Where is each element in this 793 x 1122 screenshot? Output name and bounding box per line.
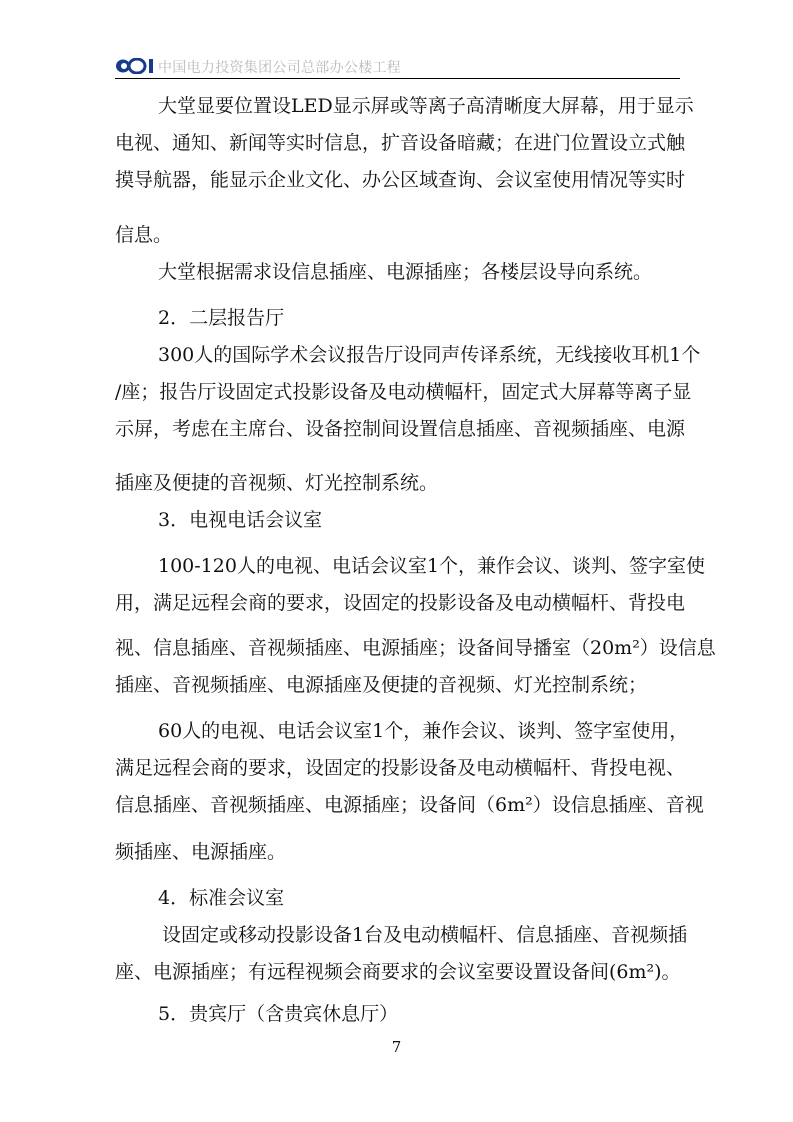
paragraph-line: 300人的国际学术会议报告厅设同声传译系统，无线接收耳机1个 [158, 344, 701, 366]
page-number: 7 [391, 1038, 402, 1056]
paragraph-line: 频插座、电源插座。 [115, 841, 287, 863]
paragraph-line: 大堂根据需求设信息插座、电源插座；各楼层设导向系统。 [158, 261, 653, 283]
paragraph-line: 信息插座、音视频插座、电源插座；设备间（6m²）设信息插座、音视 [115, 794, 704, 816]
paragraph-line: 用，满足远程会商的要求，设固定的投影设备及电动横幅杆、背投电 [115, 592, 686, 614]
header-divider [115, 78, 680, 79]
paragraph-line: 60人的电视、电话会议室1个，兼作会议、谈判、签字室使用， [158, 720, 689, 742]
paragraph-line: 座、电源插座；有远程视频会商要求的会议室要设置设备间(6m²)。 [115, 961, 681, 983]
section-heading: 3．电视电话会议室 [158, 509, 323, 531]
paragraph-line: 摸导航器，能显示企业文化、办公区域查询、会议室使用情况等实时 [115, 169, 686, 191]
paragraph-line: 100-120人的电视、电话会议室1个，兼作会议、谈判、签字室使 [158, 555, 706, 577]
section-heading: 2．二层报告厅 [158, 307, 285, 329]
paragraph-line: /座；报告厅设固定式投影设备及电动横幅杆，固定式大屏幕等离子显 [115, 381, 692, 403]
paragraph-line: 电视、通知、新闻等实时信息，扩音设备暗藏；在进门位置设立式触 [115, 132, 686, 154]
paragraph-line: 示屏，考虑在主席台、设备控制间设置信息插座、音视频插座、电源 [115, 418, 686, 440]
paragraph-line: 视、信息插座、音视频插座、电源插座；设备间导播室（20m²）设信息 [115, 637, 716, 659]
header-title: 中国电力投资集团公司总部办公楼工程 [158, 60, 402, 76]
section-heading: 5．贵宾厅（含贵宾休息厅） [158, 1003, 399, 1025]
paragraph-line: 满足远程会商的要求，设固定的投影设备及电动横幅杆、背投电视、 [115, 757, 686, 779]
paragraph-line: 插座、音视频插座、电源插座及便捷的音视频、灯光控制系统； [115, 674, 648, 696]
cpi-logo-icon [115, 58, 155, 74]
paragraph-line: 信息。 [115, 224, 173, 246]
page-header [115, 56, 680, 78]
paragraph-line: 设固定或移动投影设备1台及电动横幅杆、信息插座、音视频插 [162, 924, 688, 946]
section-heading: 4．标准会议室 [158, 887, 285, 909]
paragraph-line: 大堂显要位置设LED显示屏或等离子高清晰度大屏幕，用于显示 [158, 95, 694, 117]
paragraph-line: 插座及便捷的音视频、灯光控制系统。 [115, 472, 439, 494]
